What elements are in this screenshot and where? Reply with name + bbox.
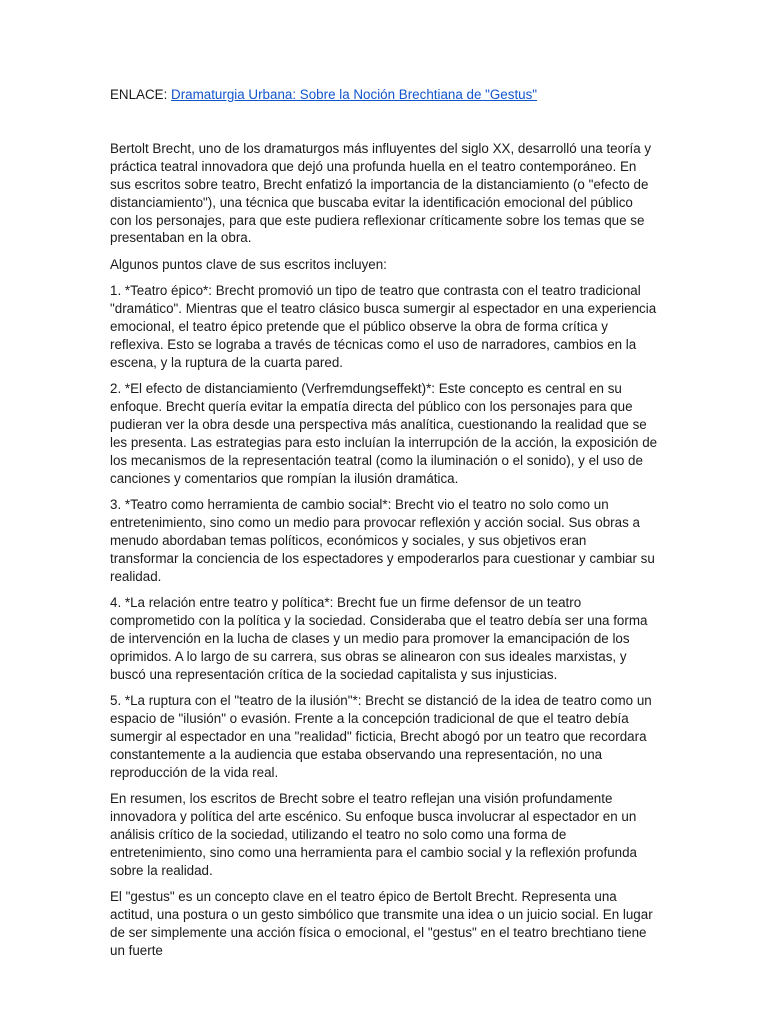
document-page <box>110 86 658 968</box>
paragraph-summary: En resumen, los escritos de Brecht sobre el teatro reflejan una visión profundamente innovadora y política del arte escénico. Su enfoque busca involucrar al espectador en un análisis crítico de la sociedad, utilizando el teatro no solo como una forma de entretenimiento, sino como una herramienta para el cambio social y la reflexión profunda sobre la realidad. <box>110 791 637 878</box>
paragraph-key-points-heading: Algunos puntos clave de sus escritos incluyen: <box>110 256 387 272</box>
link-prefix: ENLACE: <box>110 87 172 102</box>
paragraph-point-2: 2. *El efecto de distanciamiento (Verfremdungseffekt)*: Este concepto es central en su enfoque. Brecht quería evitar la empatía directa del público con los personajes para que pudieran ver la obra desde una perspectiva más analítica, cuestionando la realidad que se les presenta. Las estrategias para esto incluían la interrupción de la acción, la exposición de los mecanismos de la representación teatral (como la iluminación o el sonido), y el uso de canciones y comentarios que rompían la ilusión dramática. <box>110 381 658 486</box>
paragraph-point-4: 4. *La relación entre teatro y política*: Brecht fue un firme defensor de un teatro comprometido con la política y la sociedad. Consideraba que el teatro debía ser una forma de intervención en la lucha de clases y un medio para promover la emancipación de los oprimidos. A lo largo de su carrera, sus obras se alinearon con sus ideales marxistas, y buscó una representación crítica de la sociedad capitalista y sus injusticias. <box>110 595 648 682</box>
article-link[interactable]: Dramaturgia Urbana: Sobre la Noción Brechtiana de "Gestus" <box>171 87 538 102</box>
paragraph-point-3: 3. *Teatro como herramienta de cambio social*: Brecht vio el teatro no solo como un entretenimiento, sino como un medio para provocar reflexión y acción social. Sus obras a menudo abordaban temas políticos, económicos y sociales, y sus objetivos eran transformar la conciencia de los espectadores y empoderarlos para cuestionar y cambiar su realidad. <box>110 497 655 584</box>
paragraph-intro: Bertolt Brecht, uno de los dramaturgos más influyentes del siglo XX, desarrolló una teoría y práctica teatral innovadora que dejó una profunda huella en el teatro contemporáneo. En sus escritos sobre teatro, Brecht enfatizó la importancia de la distanciamiento (o "efecto de distanciamiento"), una técnica que buscaba evitar la identificación emocional del público con los personajes, para que este pudiera reflexionar críticamente sobre los temas que se presentaban en la obra. <box>110 140 652 246</box>
paragraph-gestus: El "gestus" es un concepto clave en el teatro épico de Bertolt Brecht. Representa una actitud, una postura o un gesto simbólico que transmite una idea o un juicio social. En lugar de ser simplemente una acción física o emocional, el "gestus" en el teatro brechtiano tiene un fuerte <box>110 889 653 959</box>
paragraph-point-1: 1. *Teatro épico*: Brecht promovió un tipo de teatro que contrasta con el teatro tradicional "dramático". Mientras que el teatro clásico busca sumergir al espectador en una experiencia emocional, el teatro épico pretende que el público observe la obra de forma crítica y reflexiva. Esto se lograba a través de técnicas como el uso de narradores, cambios en la escena, y la ruptura de la cuarta pared. <box>110 283 657 370</box>
link-line <box>110 86 658 104</box>
paragraph-point-5: 5. *La ruptura con el "teatro de la ilusión"*: Brecht se distanció de la idea de teatro como un espacio de "ilusión" o evasión. Frente a la concepción tradicional de que el teatro debía sumergir al espectador en una "realidad" ficticia, Brecht abogó por un teatro que recordara constantemente a la audiencia que estaba observando una representación, no una reproducción de la vida real. <box>110 693 652 780</box>
